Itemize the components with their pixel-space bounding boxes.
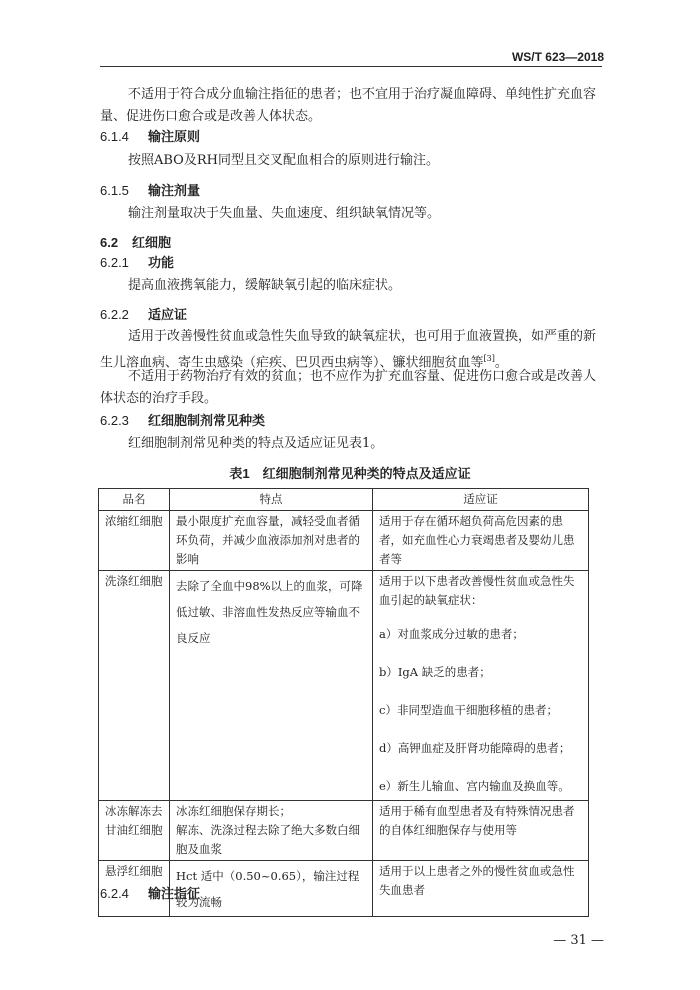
indication-item: c）非同型造血干细胞移植的患者； [379,703,558,717]
section-title: 输注指征 [148,886,201,901]
reference-marker: [3] [483,354,495,363]
paragraph: 不适用于符合成分血输注指征的患者；也不宜用于治疗凝血障碍、单纯性扩充血容量、促进伤口愈合或是改善人体状态。 [100,87,597,124]
indication-cell: 适用于稀有血型患者及有特殊情况患者的自体红细胞保存与使用等 [373,801,589,861]
feature-cell [170,801,373,861]
column-header: 品名 [99,489,170,511]
section-number: 6.2.2 [100,307,129,322]
section-title: 红细胞 [132,235,172,250]
section-number: 6.2 [100,235,119,250]
feature-cell: Hct 适中（0.50~0.65），输注过程较为流畅 [170,861,373,917]
feature-line: 冰冻红细胞保存期长； [176,804,291,818]
section-number: 6.2.3 [100,413,129,428]
product-name: 洗涤红细胞 [99,571,170,801]
product-name: 冰冻解冻去甘油红细胞 [99,801,170,861]
table-caption: 表1 红细胞制剂常见种类的特点及适应证 [229,466,471,481]
paragraph: 按照ABO及RH同型且交叉配血相合的原则进行输注。 [128,153,439,168]
product-name: 浓缩红细胞 [99,511,170,571]
feature-cell: 最小限度扩充血容量，减轻受血者循环负荷，并减少血液添加剂对患者的影响 [170,511,373,571]
paragraph: 红细胞制剂常见种类的特点及适应证见表1。 [128,436,384,451]
page-number: — 31 — [553,933,604,948]
section-heading-6-2 [100,232,171,251]
paragraph: 提高血液携氧能力，缓解缺氧引起的临床症状。 [128,278,402,293]
table-row [99,571,589,801]
section-title: 适应证 [148,307,188,322]
section-number: 6.1.5 [100,183,129,198]
section-number: 6.2.4 [100,886,129,901]
column-header: 适应证 [373,489,589,511]
section-title: 输注剂量 [148,183,201,198]
paragraph: 输注剂量取决于失血量、失血速度、组织缺氧情况等。 [128,206,441,221]
indication-cell: 适用于存在循环超负荷高危因素的患者，如充血性心力衰竭患者及婴幼儿患者等 [373,511,589,571]
header-rule [100,66,602,67]
indication-item: b）IgA 缺乏的患者； [379,665,491,679]
section-heading-6-2-3 [100,410,265,429]
section-heading-6-2-4 [100,883,200,902]
feature-line: 解冻、洗涤过程去除了绝大多数白细胞及血浆 [176,823,360,856]
indication-intro: 适用于以下患者改善慢性贫血或急性失血引起的缺氧症状： [379,574,575,607]
section-number: 6.1.4 [100,129,129,144]
feature-cell: 去除了全血中98%以上的血浆，可降低过敏、非溶血性发热反应等输血不良反应 [170,571,373,801]
table-header-row [99,489,589,511]
section-heading-6-1-4 [100,126,200,145]
table-row [99,801,589,861]
table-row [99,511,589,571]
section-heading-6-2-1 [100,252,174,271]
section-number: 6.2.1 [100,255,129,270]
section-title: 输注原则 [148,129,201,144]
section-heading-6-2-2 [100,304,187,323]
indication-item: e）新生儿输血、宫内输血及换血等。 [379,779,570,793]
paragraph-text: 适用于改善慢性贫血或急性失血导致的缺氧症状，也可用于血液置换，如严重的新生儿溶血病、寄生虫感染（疟疾、巴贝西虫病等）、镰状细胞贫血等 [100,329,597,371]
standard-number: WS/T 623—2018 [511,50,604,64]
paragraph-end: 。 [494,355,508,371]
indication-item: d）高钾血症及肝肾功能障碍的患者； [379,741,571,755]
indication-item: a）对血浆成分过敏的患者； [379,627,524,641]
indication-cell: 适用于以上患者之外的慢性贫血或急性失血患者 [373,861,589,917]
indication-cell [373,571,589,801]
section-title: 红细胞制剂常见种类 [148,413,266,428]
section-heading-6-1-5 [100,180,200,199]
paragraph: 不适用于药物治疗有效的贫血；也不应作为扩充血容量、促进伤口愈合或是改善人体状态的治疗手段。 [100,369,597,406]
product-name: 悬浮红细胞 [99,861,170,917]
red-cell-preparations-table [98,488,589,917]
column-header: 特点 [170,489,373,511]
section-title: 功能 [148,255,175,270]
